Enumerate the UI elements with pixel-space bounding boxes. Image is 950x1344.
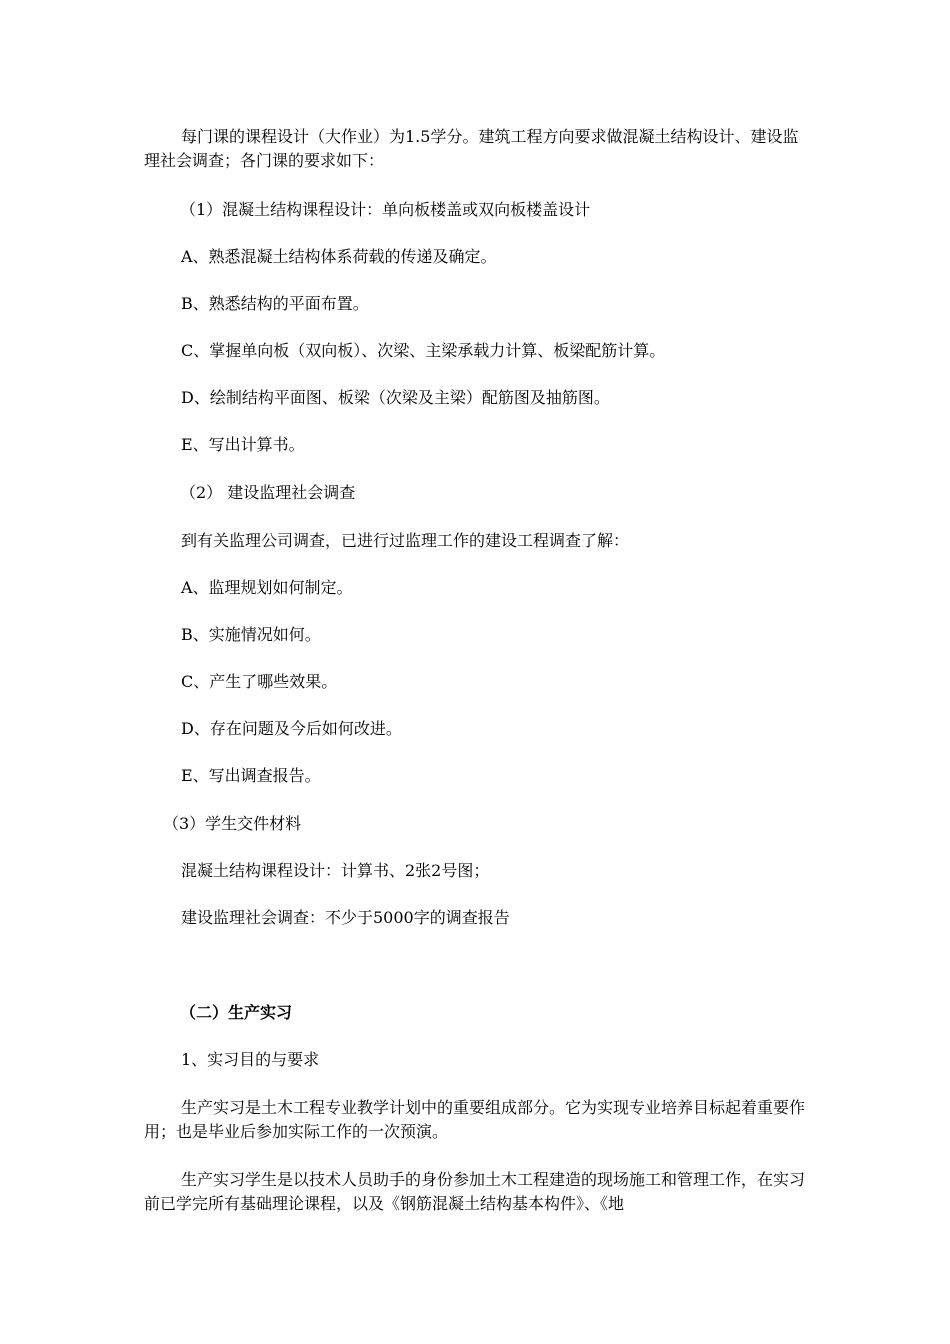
internship-paragraph-1: 生产实习是土木工程专业教学计划中的重要组成部分。它为实现专业培养目标起着重要作用；也是毕业后参加实际工作的一次预演。 — [144, 1098, 806, 1141]
section-production-internship-heading: （二）生产实习 — [180, 1003, 293, 1022]
item-1-heading: （1）混凝土结构课程设计：单向板楼盖或双向板楼盖设计 — [180, 200, 591, 219]
item-2-b: B、实施情况如何。 — [181, 625, 321, 644]
internship-purpose-heading: 1、实习目的与要求 — [181, 1050, 320, 1069]
item-3-heading: （3）学生交件材料 — [163, 814, 302, 833]
item-1-e: E、写出计算书。 — [181, 435, 305, 454]
item-2-d: D、存在问题及今后如何改进。 — [181, 719, 402, 738]
item-1-d: D、绘制结构平面图、板梁（次梁及主梁）配筋图及抽筋图。 — [181, 388, 610, 407]
item-2-e: E、写出调查报告。 — [181, 766, 321, 785]
item-2-intro: 到有关监理公司调查，已进行过监理工作的建设工程调查了解： — [181, 531, 630, 550]
item-2-a: A、监理规划如何制定。 — [181, 578, 353, 597]
course-design-intro: 每门课的课程设计（大作业）为1.5学分。建筑工程方向要求做混凝土结构设计、建设监理社会调查；各门课的要求如下： — [144, 127, 799, 170]
item-3-supervision-materials: 建设监理社会调查：不少于5000字的调查报告 — [181, 908, 510, 927]
item-2-c: C、产生了哪些效果。 — [181, 672, 338, 691]
item-3-concrete-materials: 混凝土结构课程设计：计算书、2张2号图； — [181, 861, 490, 880]
item-2-heading: （2） 建设监理社会调查 — [180, 483, 356, 502]
item-1-b: B、熟悉结构的平面布置。 — [181, 294, 369, 313]
internship-paragraph-2: 生产实习学生是以技术人员助手的身份参加土木工程建造的现场施工和管理工作，在实习前已学完所有基础理论课程，以及《钢筋混凝土结构基本构件》、《地 — [144, 1170, 806, 1213]
item-1-a: A、熟悉混凝土结构体系荷载的传递及确定。 — [181, 247, 497, 266]
item-1-c: C、掌握单向板（双向板）、次梁、主梁承载力计算、板梁配筋计算。 — [181, 341, 666, 360]
